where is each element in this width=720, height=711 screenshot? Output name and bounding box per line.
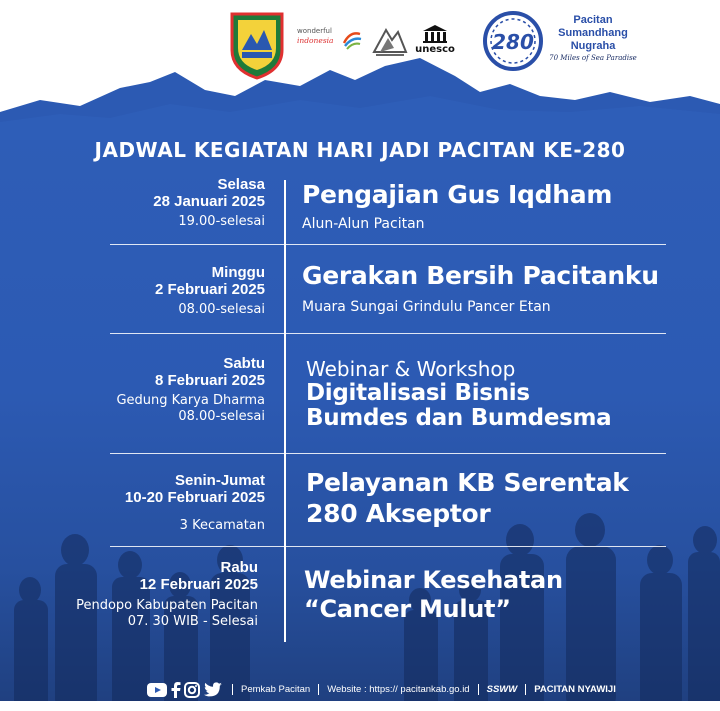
event-day: Selasa (217, 176, 265, 193)
event-location: Alun-Alun Pacitan (302, 216, 425, 232)
event-5-when (76, 559, 258, 630)
footer-separator (525, 684, 526, 695)
event-date: 2 Februari 2025 (154, 281, 265, 298)
event-name-line-2: 280 Akseptor (306, 499, 491, 528)
brand-line-4: 70 Miles of Sea Paradise (549, 54, 637, 62)
anniversary-280-logo (482, 10, 544, 72)
footer-separator (232, 684, 233, 695)
event-name-line-1: Digitalisasi Bisnis (306, 380, 530, 406)
footer-info (232, 684, 616, 695)
pacitan-crest-logo (226, 10, 288, 80)
unesco-temple-icon (421, 24, 449, 44)
event-day: Senin-Jumat (174, 472, 265, 489)
event-day: Sabtu (223, 355, 265, 372)
twitter-icon[interactable] (204, 682, 222, 698)
page-title: JADWAL KEGIATAN HARI JADI PACITAN KE-280 (94, 138, 626, 162)
wonderful-indonesia-logo (297, 27, 365, 53)
event-date: 12 Februari 2025 (139, 576, 258, 593)
unesco-label: unesco (415, 44, 455, 55)
event-time: 08.00-selesai (178, 302, 265, 317)
event-date: 28 Januari 2025 (153, 193, 265, 210)
event-subtitle: Webinar & Workshop (306, 357, 516, 381)
event-1-what (302, 180, 612, 233)
instagram-icon[interactable] (184, 682, 200, 698)
brand-tagline (548, 14, 638, 63)
footer-website[interactable]: Website : https:// pacitankab.go.id (327, 684, 470, 695)
event-location: Muara Sungai Grindulu Pancer Etan (302, 299, 551, 315)
row-separator (110, 244, 666, 245)
footer-ssww: SSWW (486, 684, 518, 695)
event-day: Minggu (211, 264, 265, 281)
event-3-when (116, 355, 265, 425)
event-1-when (153, 176, 265, 230)
wonderful-label: wonderful (297, 27, 332, 35)
brand-line-2: Sumandhang (558, 27, 628, 39)
event-date: 8 Februari 2025 (154, 372, 265, 389)
brand-line-1: Pacitan (573, 14, 613, 26)
event-name-line-2: “Cancer Mulut” (304, 595, 511, 623)
event-location: 3 Kecamatan (179, 518, 265, 533)
event-3-what (306, 357, 611, 431)
column-divider (284, 180, 286, 642)
event-2-when (155, 264, 265, 318)
footer-separator (478, 684, 479, 695)
event-time: 19.00-selesai (178, 214, 265, 229)
event-2-what (302, 261, 659, 316)
footer-tagline: PACITAN NYAWIJI (534, 684, 616, 695)
geopark-logo (370, 22, 410, 62)
footer-separator (318, 684, 319, 695)
event-5-what (304, 566, 563, 624)
bottom-white-bar (0, 701, 720, 711)
event-time: 07. 30 WIB - Selesai (127, 614, 258, 629)
garuda-swirl-icon (341, 29, 363, 51)
event-time: 08.00-selesai (178, 409, 265, 424)
event-4-what (306, 467, 629, 529)
event-name-line-1: Pelayanan KB Serentak (306, 468, 629, 497)
event-date: 10-20 Februari 2025 (124, 489, 265, 506)
brand-line-3: Nugraha (570, 40, 616, 52)
event-name: Gerakan Bersih Pacitanku (302, 261, 659, 290)
row-separator (110, 453, 666, 454)
facebook-icon[interactable] (170, 682, 182, 698)
youtube-icon[interactable] (147, 682, 167, 698)
row-separator (110, 546, 666, 547)
indonesia-label: indonesia (297, 36, 334, 45)
event-name-line-1: Webinar Kesehatan (304, 566, 563, 594)
event-name: Pengajian Gus Iqdham (302, 180, 613, 209)
footer-account: Pemkab Pacitan (241, 684, 311, 695)
unesco-logo (413, 24, 457, 62)
row-separator (110, 333, 666, 334)
event-place: Pendopo Kabupaten Pacitan (76, 598, 258, 613)
event-name-line-2: Bumdes dan Bumdesma (306, 405, 612, 431)
event-4-when (125, 472, 265, 534)
event-day: Rabu (220, 559, 258, 576)
anniversary-number: 280 (492, 30, 534, 54)
event-place: Gedung Karya Dharma (116, 393, 265, 408)
